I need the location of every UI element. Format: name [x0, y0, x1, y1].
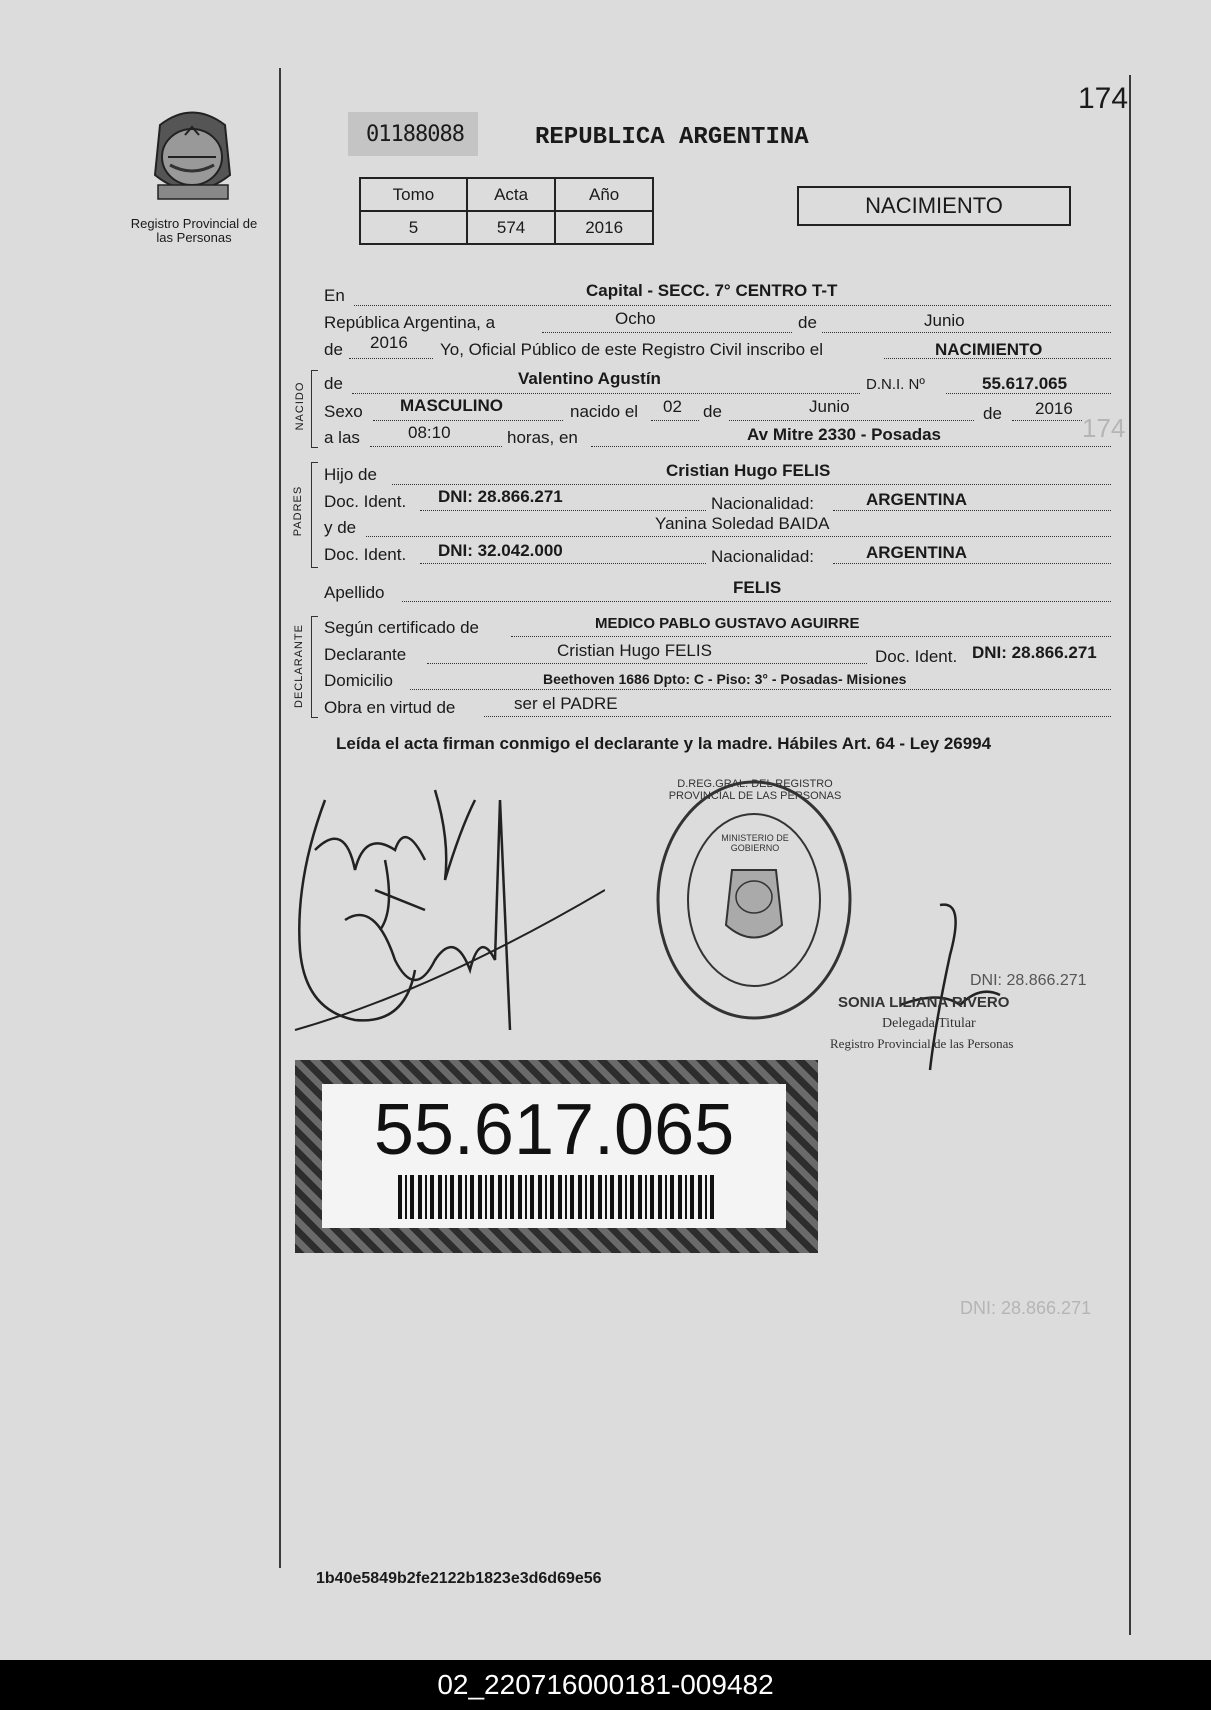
mother-line: [366, 536, 1111, 537]
a-las-label: a las: [324, 428, 360, 447]
cert-value: MEDICO PABLO GUSTAVO AGUIRRE: [595, 615, 860, 632]
year-line: [349, 358, 433, 359]
mother-nat-label: Nacionalidad:: [711, 547, 815, 566]
dni-label: D.N.I. Nº: [866, 376, 925, 393]
ghost-dni: DNI: 28.866.271: [960, 1298, 1092, 1318]
official-name: SONIA LILIANA RIVERO: [838, 994, 1010, 1011]
domicilio-line: [410, 689, 1111, 690]
decl-doc-label: Doc. Ident.: [875, 647, 958, 666]
barcode-bars: [398, 1175, 714, 1219]
month-value: Junio: [924, 311, 965, 330]
father-nat-line: [833, 510, 1111, 511]
act-type-box: [797, 186, 1071, 226]
place-value: Capital - SECC. 7° CENTRO T-T: [586, 281, 838, 300]
id-barcode-label: [295, 1060, 818, 1253]
official-stamp: [652, 775, 857, 1025]
mother-name: Yanina Soledad BAIDA: [655, 514, 830, 533]
official-dni: DNI: 28.866.271: [970, 972, 1087, 989]
birth-place: Av Mitre 2330 - Posadas: [747, 425, 942, 444]
obra-value: ser el PADRE: [514, 694, 618, 713]
year-value: 2016: [370, 333, 408, 352]
en-label: En: [324, 286, 345, 305]
value-tomo: 5: [360, 211, 467, 244]
domicilio-value: Beethoven 1686 Dpto: C - Piso: 3° - Posadas- Misiones: [543, 671, 907, 687]
barcode-number: 55.617.065: [373, 1090, 735, 1170]
footer-id: 02_220716000181-009482: [437, 1669, 774, 1700]
ghost-page-number-1: 174: [1082, 413, 1126, 443]
father-nat-label: Nacionalidad:: [711, 494, 815, 513]
de-label-2: de: [324, 340, 343, 359]
father-doc: DNI: 28.866.271: [438, 487, 563, 506]
obra-label: Obra en virtud de: [324, 698, 456, 717]
closing-text: Leída el acta firman conmigo el declarante y la madre. Hábiles Art. 64 - Ley 26994: [336, 734, 992, 753]
barcode-white-panel: [322, 1084, 786, 1228]
cert-line: [511, 636, 1111, 637]
birth-time: 08:10: [408, 423, 451, 442]
father-line: [392, 484, 1111, 485]
declarant-signature: [285, 760, 605, 1050]
month-line: [822, 332, 1111, 333]
official-org: Registro Provincial de las Personas: [830, 1036, 1014, 1051]
de-label-1: de: [798, 313, 817, 332]
sexo-value: MASCULINO: [400, 396, 503, 415]
birth-day: 02: [663, 397, 682, 416]
serial-number: [348, 112, 478, 156]
act-type-label: NACIMIENTO: [865, 193, 1003, 218]
nacido-de-label: de: [324, 374, 343, 393]
padres-bracket: [311, 462, 318, 568]
record-table-values: [360, 211, 653, 244]
official-title: Delegada Titular: [882, 1016, 976, 1031]
nacido-name-line: [352, 393, 860, 394]
y-de-label: y de: [324, 518, 357, 537]
act-word: NACIMIENTO: [935, 340, 1043, 359]
de-label-3: de: [703, 402, 722, 421]
nacido-section-label: NACIDO: [294, 381, 306, 431]
declarante-line: [427, 663, 867, 664]
declarante-label: Declarante: [324, 645, 407, 664]
birth-month: Junio: [809, 397, 850, 416]
right-margin-line: [1129, 75, 1131, 1635]
header-ano: Año: [555, 178, 653, 211]
father-name: Cristian Hugo FELIS: [666, 461, 831, 480]
cert-label: Según certificado de: [324, 618, 479, 637]
page-number: 174: [1078, 82, 1129, 115]
day-line: [542, 332, 792, 333]
sexo-line: [373, 420, 563, 421]
header-acta: Acta: [467, 178, 555, 211]
child-dni: 55.617.065: [982, 374, 1068, 393]
sexo-label: Sexo: [324, 402, 363, 421]
day-word: Ocho: [615, 309, 656, 328]
mother-nat-line: [833, 563, 1111, 564]
obra-line: [484, 716, 1111, 717]
birth-year-line: [1012, 420, 1082, 421]
declarante-bracket: [311, 616, 318, 718]
value-ano: 2016: [555, 211, 653, 244]
header-tomo: Tomo: [360, 178, 467, 211]
horas-label: horas, en: [507, 428, 578, 447]
apellido-label: Apellido: [324, 583, 385, 602]
birth-day-line: [651, 420, 699, 421]
birth-place-line: [591, 446, 1111, 447]
republica-label: República Argentina, a: [324, 313, 496, 332]
stamp-ring-text: D.REG.GRAL. DEL REGISTRO PROVINCIAL DE LAS PERSONAS: [668, 778, 842, 802]
clause-text: Yo, Oficial Público de este Registro Civil inscribo el: [440, 340, 823, 359]
declarante-name: Cristian Hugo FELIS: [557, 641, 712, 660]
record-table-header: [360, 178, 653, 211]
serial-text: 01188088: [366, 122, 464, 147]
declarante-section-label: DECLARANTE: [293, 624, 305, 708]
apellido-line: [402, 601, 1111, 602]
time-line: [370, 446, 502, 447]
de-label-4: de: [983, 404, 1002, 423]
domicilio-label: Domicilio: [324, 671, 393, 690]
father-doc-line: [420, 510, 706, 511]
mother-doc-line: [420, 563, 706, 564]
mother-nationality: ARGENTINA: [866, 543, 968, 562]
father-nationality: ARGENTINA: [866, 490, 968, 509]
declarante-doc: DNI: 28.866.271: [972, 643, 1097, 662]
nacido-el-label: nacido el: [570, 402, 639, 421]
child-name: Valentino Agustín: [518, 369, 661, 388]
registry-name: Registro Provincial de las Personas: [130, 216, 258, 245]
birth-month-line: [729, 420, 974, 421]
hijo-label: Hijo de: [324, 465, 377, 484]
mother-doc-label: Doc. Ident.: [324, 545, 407, 564]
en-line: [354, 305, 1111, 306]
province-emblem: [140, 105, 245, 215]
stamp-inner-text: MINISTERIO DE GOBIERNO: [721, 833, 789, 853]
footer-id-bar: [0, 1660, 1211, 1710]
father-doc-label: Doc. Ident.: [324, 492, 407, 511]
left-margin-line: [279, 68, 281, 1568]
birth-year: 2016: [1035, 399, 1073, 418]
country-title: REPUBLICA ARGENTINA: [535, 124, 809, 151]
record-table: [359, 177, 654, 245]
apellido-value: FELIS: [733, 578, 782, 597]
value-acta: 574: [467, 211, 555, 244]
padres-section-label: PADRES: [292, 485, 304, 537]
mother-doc: DNI: 32.042.000: [438, 541, 563, 560]
nacido-bracket: [311, 370, 318, 448]
document-hash: 1b40e5849b2fe2122b1823e3d6d69e56: [316, 1570, 602, 1587]
